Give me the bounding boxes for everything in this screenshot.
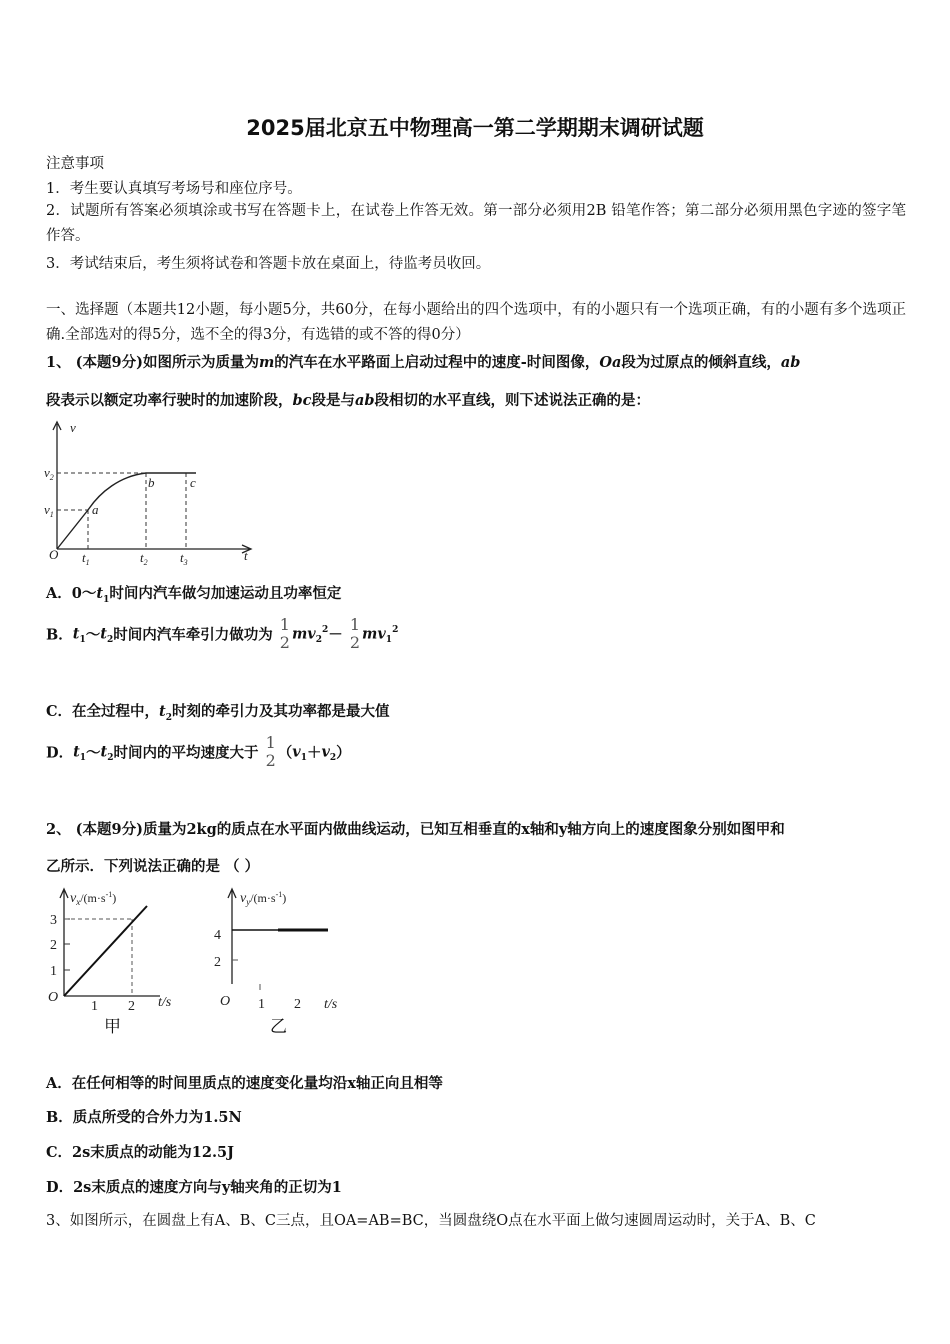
v2-label: $v_2$	[44, 465, 54, 482]
point-b-label: b	[148, 475, 155, 490]
t-axis-label: t	[244, 548, 248, 563]
vx-time-graph-jia	[44, 884, 194, 1034]
caption-yi: 乙	[270, 1017, 287, 1034]
q2-option-d: D．2s末质点的速度方向与y轴夹角的正切为1	[46, 1179, 342, 1196]
fraction-half: 1 2	[349, 615, 361, 652]
question-3-stem: 3、如图所示，在圆盘上有A、B、C三点，且OA=AB=BC，当圆盘绕O点在水平面上做匀速圆周运动时，关于A、B、C	[46, 1213, 816, 1229]
tick-1: 1	[50, 964, 57, 979]
fraction-half: 1 2	[265, 733, 276, 770]
t-label: t/s	[324, 997, 338, 1012]
tick-2: 2	[50, 938, 57, 953]
velocity-time-graph	[40, 418, 260, 568]
q2-option-a: A．在任何相等的时间里质点的速度变化量均沿x轴正向且相等	[46, 1075, 443, 1092]
question-1-stem-line2: 段表示以额定功率行驶时的加速阶段，bc段是与ab段相切的水平直线，则下述说法正确的是：	[46, 392, 651, 409]
vy-label: $v_y/(m\cdot s^{-1})$	[240, 890, 287, 907]
question-2-stem-line2: 乙所示．下列说法正确的是 （ ）	[46, 858, 260, 875]
point-a-label: a	[92, 502, 99, 517]
v1-label: $v_1$	[44, 502, 54, 519]
q1-option-c: C．在全过程中，$t_2$时刻的牵引力及其功率都是最大值	[46, 703, 390, 723]
notice-item: 3．考试结束后，考生须将试卷和答题卡放在桌面上，待监考员收回。	[46, 256, 491, 272]
vx-line	[64, 906, 147, 996]
tick-2: 2	[214, 955, 221, 970]
t3-label: $t_3$	[180, 550, 188, 567]
tick-t1: 1	[91, 999, 98, 1014]
tick-t1: 1	[258, 997, 265, 1012]
q1-option-d: D．$t_1\sim t_2$时间内的平均速度大于 1 2 $(v_1+v_2)$	[46, 733, 351, 770]
page-title: 2025届北京五中物理高一第二学期期末调研试题	[246, 116, 704, 140]
origin-label: O	[48, 990, 59, 1005]
vy-time-graph-yi	[212, 884, 362, 1034]
notice-item: 2．试题所有答案必须填涂或书写在答题卡上，在试卷上作答无效。第一部分必须用2B 铅笔作答；第二部分必须用黑色字迹的签字笔作答。	[46, 203, 906, 244]
question-1-stem-line1: 1、 (本题9分)如图所示为质量为m的汽车在水平路面上启动过程中的速度-时间图像，Oa段为过原点的倾斜直线，ab	[46, 354, 801, 371]
tick-t2: 2	[294, 997, 301, 1012]
t2-label: $t_2$	[140, 550, 148, 567]
tick-3: 3	[50, 913, 57, 928]
point-c-label: c	[190, 475, 196, 490]
notice-item: 1．考生要认真填写考场号和座位序号。	[46, 181, 302, 197]
tick-t2: 2	[128, 999, 135, 1014]
t-label: t/s	[158, 995, 172, 1010]
q2-option-b: B．质点所受的合外力为1.5N	[46, 1109, 242, 1126]
tick-4: 4	[214, 928, 221, 943]
q2-option-c: C．2s末质点的动能为12.5J	[46, 1144, 234, 1161]
fraction-half: 1 2	[279, 615, 290, 652]
origin-label: O	[220, 994, 231, 1009]
t1-label: $t_1$	[82, 550, 90, 567]
notice-heading: 注意事项	[46, 156, 104, 172]
q1-option-b: B．$t_1\sim t_2$时间内汽车牵引力做功为 1 2 $mv_2^2-$ 1 2 $mv_1^2$	[46, 615, 399, 652]
origin-label: O	[49, 547, 59, 562]
question-2-stem-line1: 2、 (本题9分)质量为2kg的质点在水平面内做曲线运动，已知互相垂直的x轴和y轴方向上的速度图象分别如图甲和	[46, 821, 785, 838]
v-axis-label: v	[70, 420, 76, 435]
caption-jia: 甲	[104, 1017, 121, 1034]
q1-option-a: A．$0\sim t_1$时间内汽车做匀加速运动且功率恒定	[46, 585, 342, 605]
vx-label: $v_x/(m\cdot s^{-1})$	[70, 890, 117, 907]
section-heading: 一、选择题（本题共12小题，每小题5分，共60分，在每小题给出的四个选项中，有的小题只有一个选项正确，有的小题有多个选项正确.全部选对的得5分，选不全的得3分，有选错的或不答的得0分）	[46, 302, 906, 343]
velocity-curve	[57, 473, 196, 549]
